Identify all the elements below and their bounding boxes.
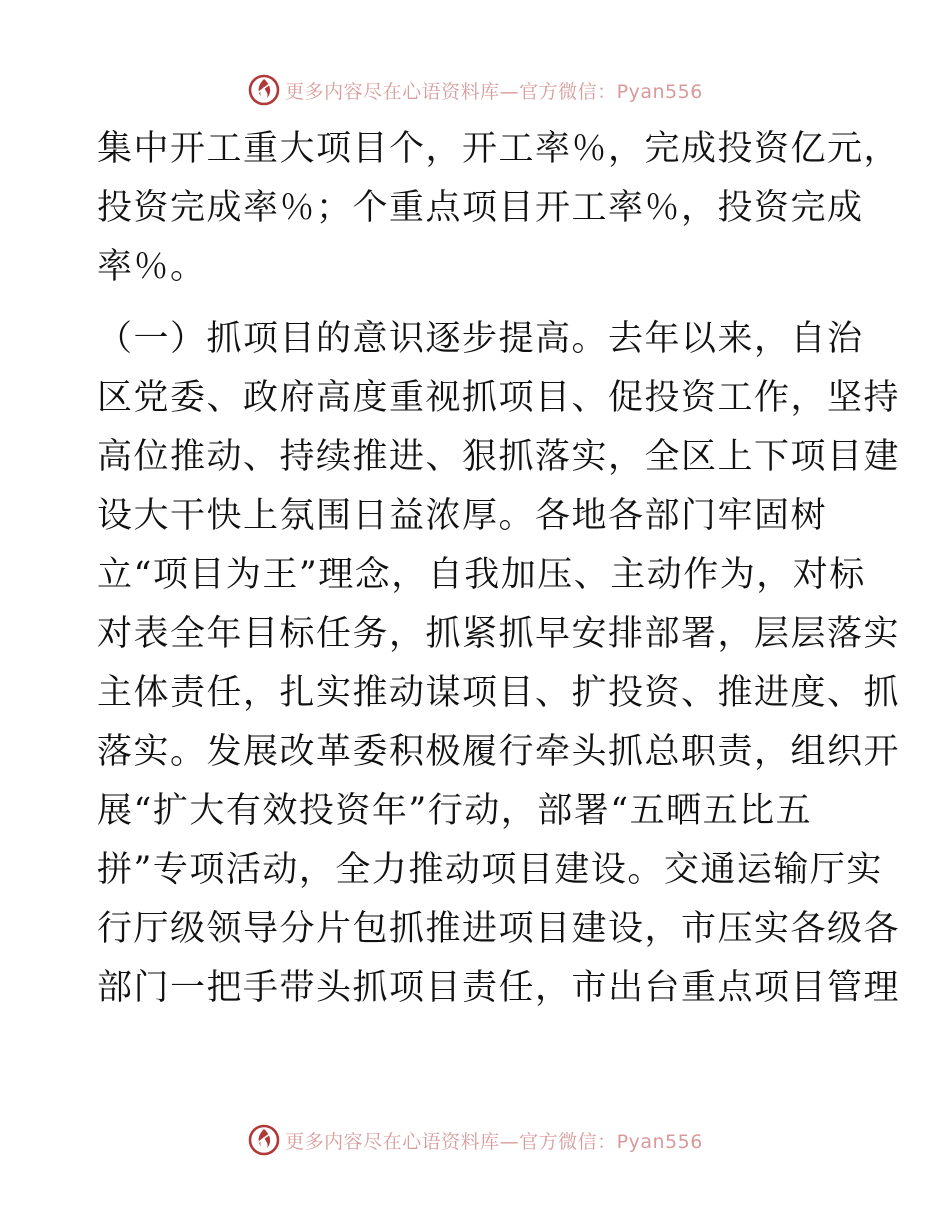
document-body [97,120,901,1018]
text-line: 展“扩大有效投资年”行动，部署“五晒五比五 [97,791,813,831]
paragraph-2 [97,310,901,1018]
text-line: 拼”专项活动，全力推动项目建设。交通运输厅实 [97,850,883,890]
header-watermark [0,70,950,110]
text-line: 集中开工重大项目个，开工率％，完成投资亿元， [97,129,901,169]
text-line: 落实。发展改革委积极履行牵头抓总职责，组织开 [97,732,901,772]
text-line: （一）抓项目的意识逐步提高。去年以来，自治 [97,319,864,359]
text-line: 区党委、政府高度重视抓项目、促投资工作，坚持 [97,378,901,418]
text-line: 设大干快上氛围日益浓厚。各地各部门牢固树 [97,496,828,536]
text-line: 率％。 [97,247,207,287]
paragraph-gap [97,297,857,310]
flame-circle-logo-icon [247,1123,281,1157]
text-line: 高位推动、持续推进、狠抓落实，全区上下项目建 [97,437,901,477]
flame-circle-logo-icon [247,73,281,107]
header-watermark-text: 更多内容尽在心语资料库—官方微信：Pyan556 [285,80,703,103]
footer-watermark [0,1120,950,1160]
text-line: 立“项目为王”理念，自我加压、主动作为，对标 [97,555,866,595]
text-line: 行厅级领导分片包抓推进项目建设，市压实各级各 [97,909,901,949]
text-line: 对表全年目标任务，抓紧抓早安排部署，层层落实 [97,614,901,654]
footer-watermark-text: 更多内容尽在心语资料库—官方微信：Pyan556 [285,1130,703,1153]
paragraph-1 [97,120,901,297]
text-line: 部门一把手带头抓项目责任，市出台重点项目管理 [97,968,901,1008]
text-line: 投资完成率％；个重点项目开工率％，投资完成 [97,188,864,228]
text-line: 主体责任，扎实推动谋项目、扩投资、推进度、抓 [97,673,901,713]
